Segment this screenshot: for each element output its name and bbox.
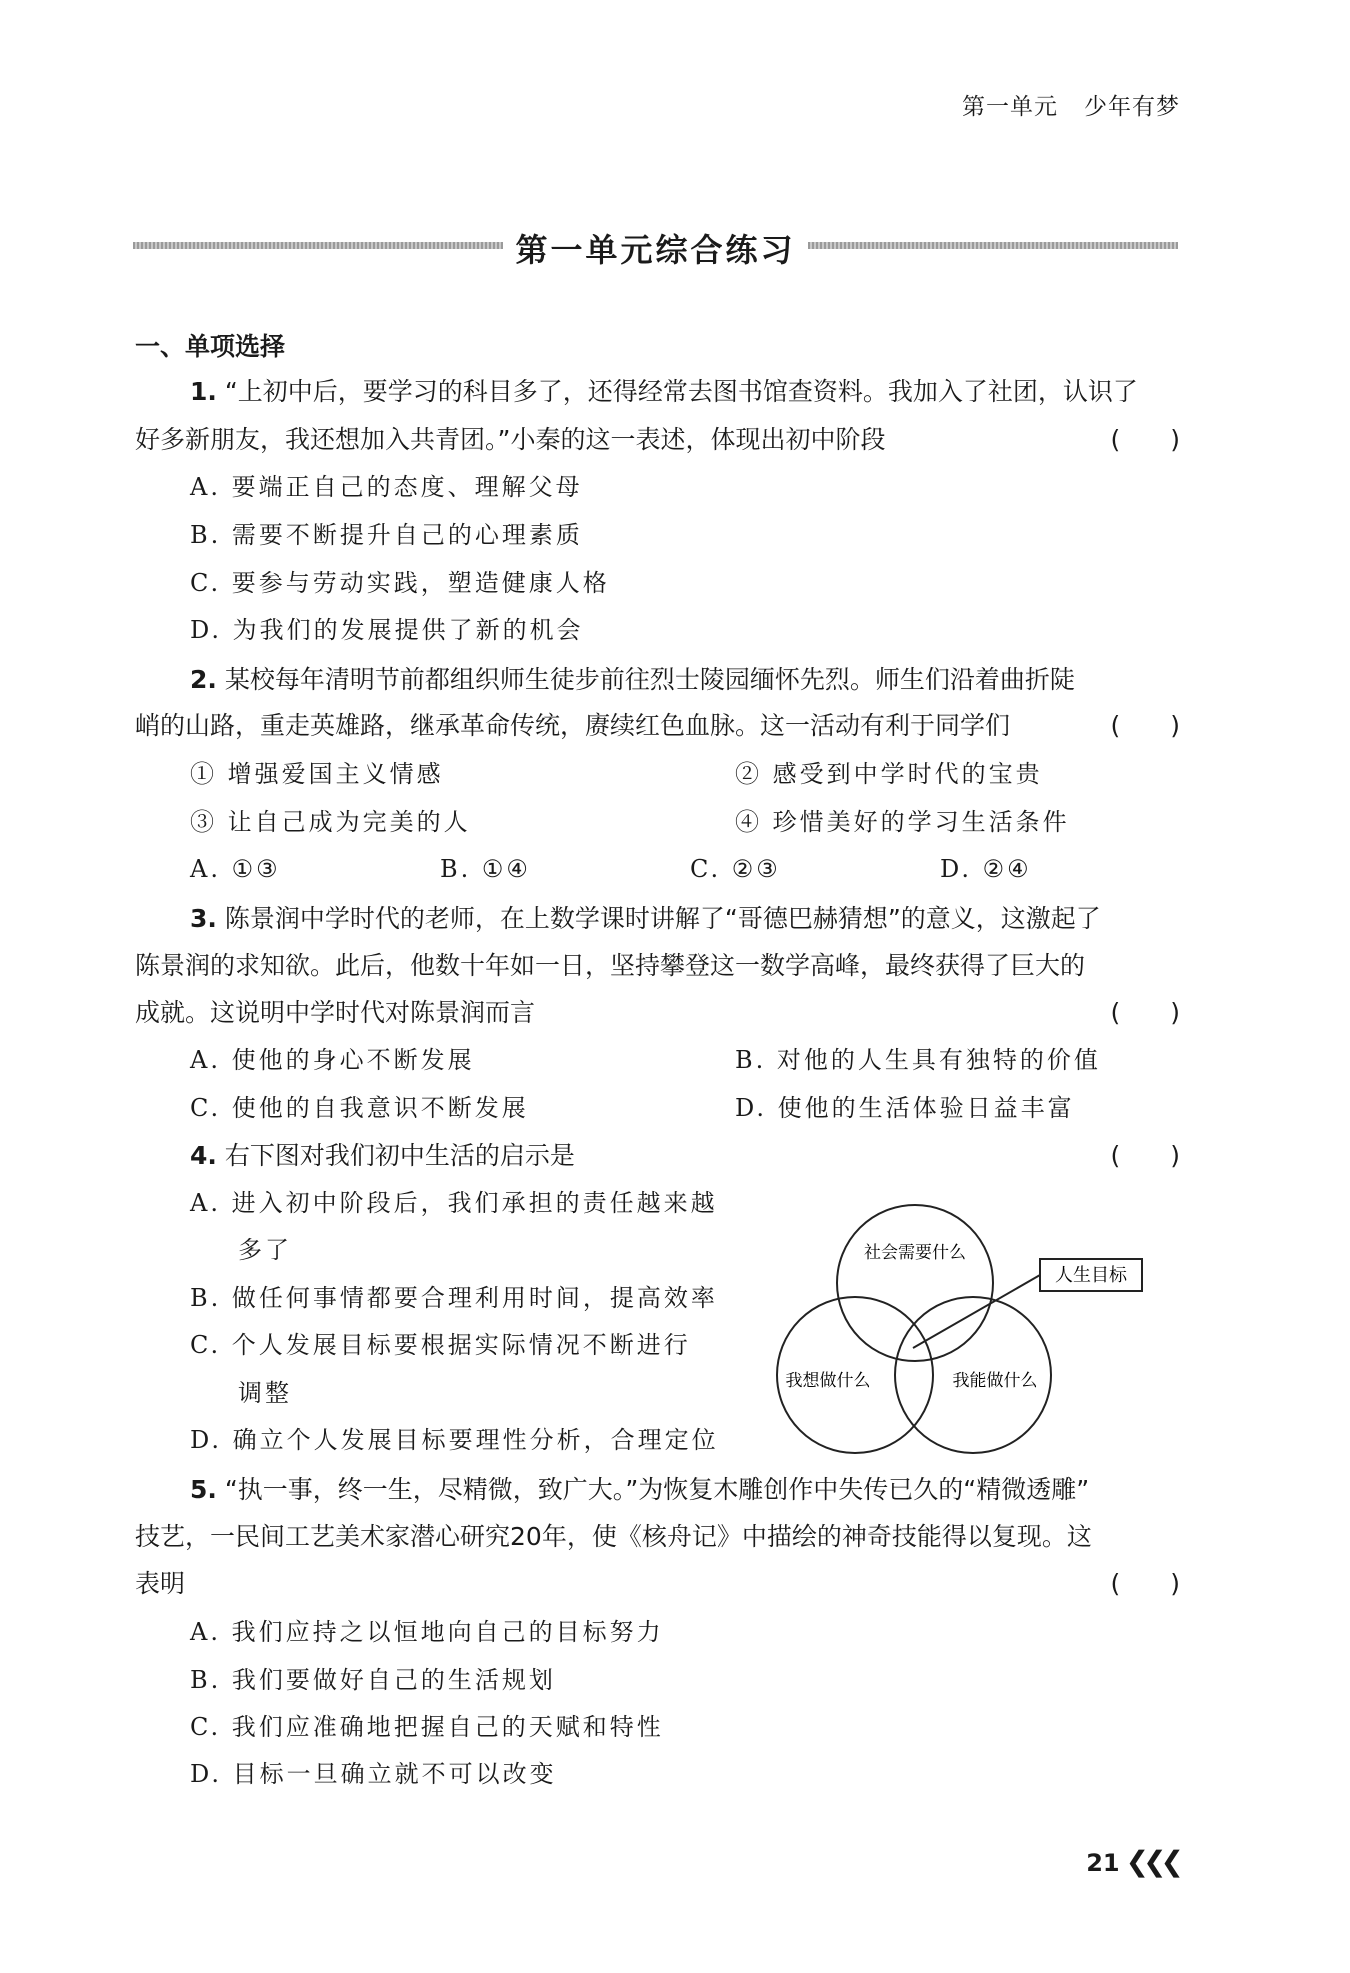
q3-options-row2 [190,1092,1235,1124]
page-number-text: 21 [1086,1849,1120,1877]
venn-label-top: 社会需要什么 [864,1243,966,1263]
q4-text-1: 右下图对我们初中生活的启示是 [224,1141,575,1170]
q4-option-b: B. 做任何事情都要合理利用时间，提高效率 [190,1284,718,1312]
q1-number: 1. [190,377,217,406]
q5-line2 [135,1521,1180,1553]
q1-line2 [135,424,1180,456]
header-unit-title: 少年有梦 [1084,94,1180,120]
q1-line1 [135,376,1180,408]
q3-option-d: D. 使他的生活体验日益丰富 [735,1094,1075,1122]
q2-item-2: ② 感受到中学时代的宝贵 [735,760,1043,788]
q2-line2 [135,710,1180,742]
chevron-left-icon: ❮❮❮ [1125,1845,1178,1878]
q1-option-d: D. 为我们的发展提供了新的机会 [190,616,584,644]
q4-option-a-line2: 多了 [238,1236,292,1264]
q2-items-row1 [190,758,1235,790]
q3-answer-blank: ( ) [1110,998,1180,1027]
venn-label-right: 我能做什么 [952,1371,1038,1391]
venn-circle-top [837,1205,993,1361]
q2-item-4: ④ 珍惜美好的学习生活条件 [735,808,1070,836]
q4-answer-blank: ( ) [1110,1141,1180,1170]
q1-answer-blank: ( ) [1110,425,1180,454]
q3-line1 [135,903,1180,935]
title-bar [133,225,1178,269]
q2-choice-a: A. ①③ [190,855,281,883]
q5-option-a: A. 我们应持之以恒地向自己的目标努力 [190,1618,664,1646]
q4-option-d: D. 确立个人发展目标要理性分析，合理定位 [190,1426,719,1454]
q1-option-b: B. 需要不断提升自己的心理素质 [190,521,583,549]
venn-callout-label: 人生目标 [1055,1265,1127,1286]
q3-number: 3. [190,904,217,933]
q2-text-2: 峭的山路，重走英雄路，继承革命传统，赓续红色血脉。这一活动有利于同学们 [135,711,1011,740]
q2-line1 [135,664,1180,696]
q4-line1 [135,1140,1180,1172]
q1-text-1: “上初中后，要学习的科目多了，还得经常去图书馆查资料。我加入了社团，认识了 [224,377,1138,406]
q5-line1 [135,1474,1180,1506]
title-rule-right [808,242,1178,249]
q2-item-3: ③ 让自己成为完美的人 [190,808,471,836]
q4-option-c-line1: C. 个人发展目标要根据实际情况不断进行 [190,1331,691,1359]
section-title: 一、单项选择 [135,332,286,361]
q5-option-d: D. 目标一旦确立就不可以改变 [190,1760,557,1788]
page-title: 第一单元综合练习 [515,231,796,269]
q5-text-3: 表明 [135,1569,186,1598]
q2-choice-b: B. ①④ [440,855,531,883]
q2-choice-d: D. ②④ [940,855,1032,883]
q5-answer-blank: ( ) [1110,1569,1180,1598]
page-number [1086,1845,1178,1878]
q3-options-row1 [190,1044,1235,1076]
venn-label-left: 我想做什么 [785,1371,871,1391]
q3-line3 [135,997,1180,1029]
q3-option-c: C. 使他的自我意识不断发展 [190,1094,529,1122]
q4-option-a-line1: A. 进入初中阶段后，我们承担的责任越来越 [190,1189,718,1217]
venn-diagram [755,1200,1155,1460]
q2-item-1: ① 增强爱国主义情感 [190,760,444,788]
q2-answer-blank: ( ) [1110,711,1180,740]
q4-option-c-line2: 调整 [238,1379,292,1407]
header-unit: 第一单元 [962,94,1058,120]
q5-option-b: B. 我们要做好自己的生活规划 [190,1666,556,1694]
q3-line2 [135,950,1180,982]
q3-text-1: 陈景润中学时代的老师，在上数学课时讲解了“哥德巴赫猜想”的意义，这激起了 [224,904,1101,933]
q2-text-1: 某校每年清明节前都组织师生徒步前往烈士陵园缅怀先烈。师生们沿着曲折陡 [224,665,1075,694]
running-header [962,88,1180,121]
q5-option-c: C. 我们应准确地把握自己的天赋和特性 [190,1713,664,1741]
q3-text-3: 成就。这说明中学时代对陈景润而言 [135,998,536,1027]
q1-option-c: C. 要参与劳动实践，塑造健康人格 [190,569,610,597]
q2-items-row2 [190,806,1235,838]
q2-choice-c: C. ②③ [690,855,781,883]
q1-text-2: 好多新朋友，我还想加入共青团。”小秦的这一表述，体现出初中阶段 [135,425,886,454]
q4-number: 4. [190,1141,217,1170]
q5-number: 5. [190,1475,217,1504]
q5-line3 [135,1568,1180,1600]
venn-callout-line [913,1275,1040,1348]
q3-option-b: B. 对他的人生具有独特的价值 [735,1046,1101,1074]
q2-number: 2. [190,665,217,694]
q3-option-a: A. 使他的身心不断发展 [190,1046,475,1074]
q3-text-2: 陈景润的求知欲。此后，他数十年如一日，坚持攀登这一数学高峰，最终获得了巨大的 [135,951,1086,980]
q5-text-1: “执一事，终一生，尽精微，致广大。”为恢复木雕创作中失传已久的“精微透雕” [224,1475,1090,1504]
q5-text-2: 技艺，一民间工艺美术家潜心研究20年，使《核舟记》中描绘的神奇技能得以复现。这 [135,1522,1092,1551]
q1-option-a: A. 要端正自己的态度、理解父母 [190,473,583,501]
